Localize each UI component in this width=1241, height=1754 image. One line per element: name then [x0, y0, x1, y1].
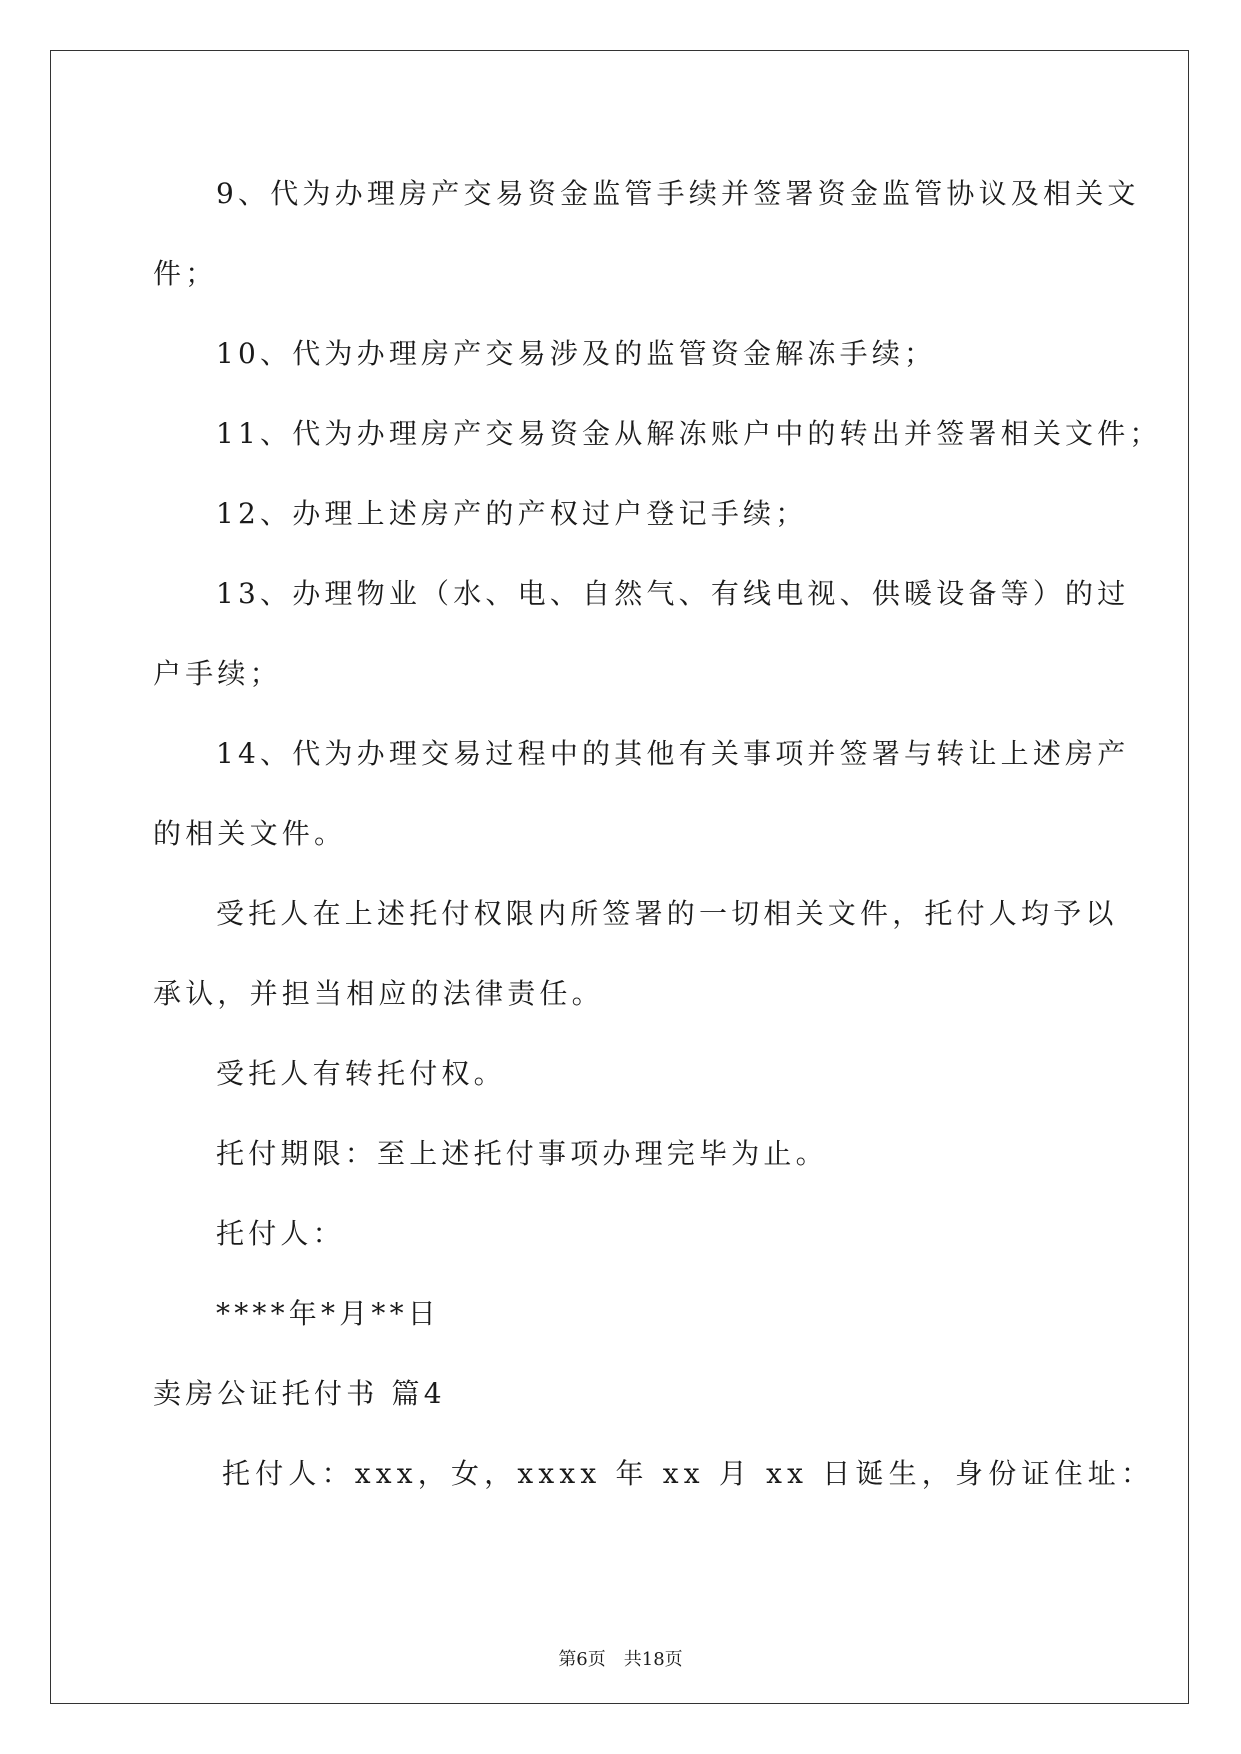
paragraph-item-9-cont: 件；: [153, 257, 218, 290]
principal-info: 托付人：xxx，女，xxxx 年 xx 月 xx 日诞生，身份证住址：: [222, 1457, 1155, 1490]
paragraph-item-12: 12、办理上述房产的产权过户登记手续；: [216, 497, 808, 530]
signature-date: ****年*月**日: [216, 1297, 441, 1330]
paragraph-item-11: 11、代为办理房产交易资金从解冻账户中的转出并签署相关文件；: [216, 417, 1162, 450]
paragraph-item-14: 14、代为办理交易过程中的其他有关事项并签署与转让上述房产: [216, 737, 1130, 770]
paragraph-authority-cont: 承认，并担当相应的法律责任。: [153, 977, 604, 1010]
paragraph-item-9: 9、代为办理房产交易资金监管手续并签署资金监管协议及相关文: [216, 177, 1140, 210]
paragraph-item-13: 13、办理物业（水、电、自然气、有线电视、供暖设备等）的过: [216, 577, 1130, 610]
paragraph-item-10: 10、代为办理房产交易涉及的监管资金解冻手续；: [216, 337, 937, 370]
paragraph-item-13-cont: 户手续；: [153, 657, 282, 690]
principal-label: 托付人：: [216, 1217, 345, 1250]
section-heading: 卖房公证托付书 篇4: [153, 1377, 446, 1410]
paragraph-authority: 受托人在上述托付权限内所签署的一切相关文件，托付人均予以: [216, 897, 1118, 930]
paragraph-term: 托付期限：至上述托付事项办理完毕为止。: [216, 1137, 828, 1170]
page-number-footer: 第6页 共18页: [558, 1649, 683, 1670]
paragraph-item-14-cont: 的相关文件。: [153, 817, 347, 850]
paragraph-subdelegation: 受托人有转托付权。: [216, 1057, 506, 1090]
